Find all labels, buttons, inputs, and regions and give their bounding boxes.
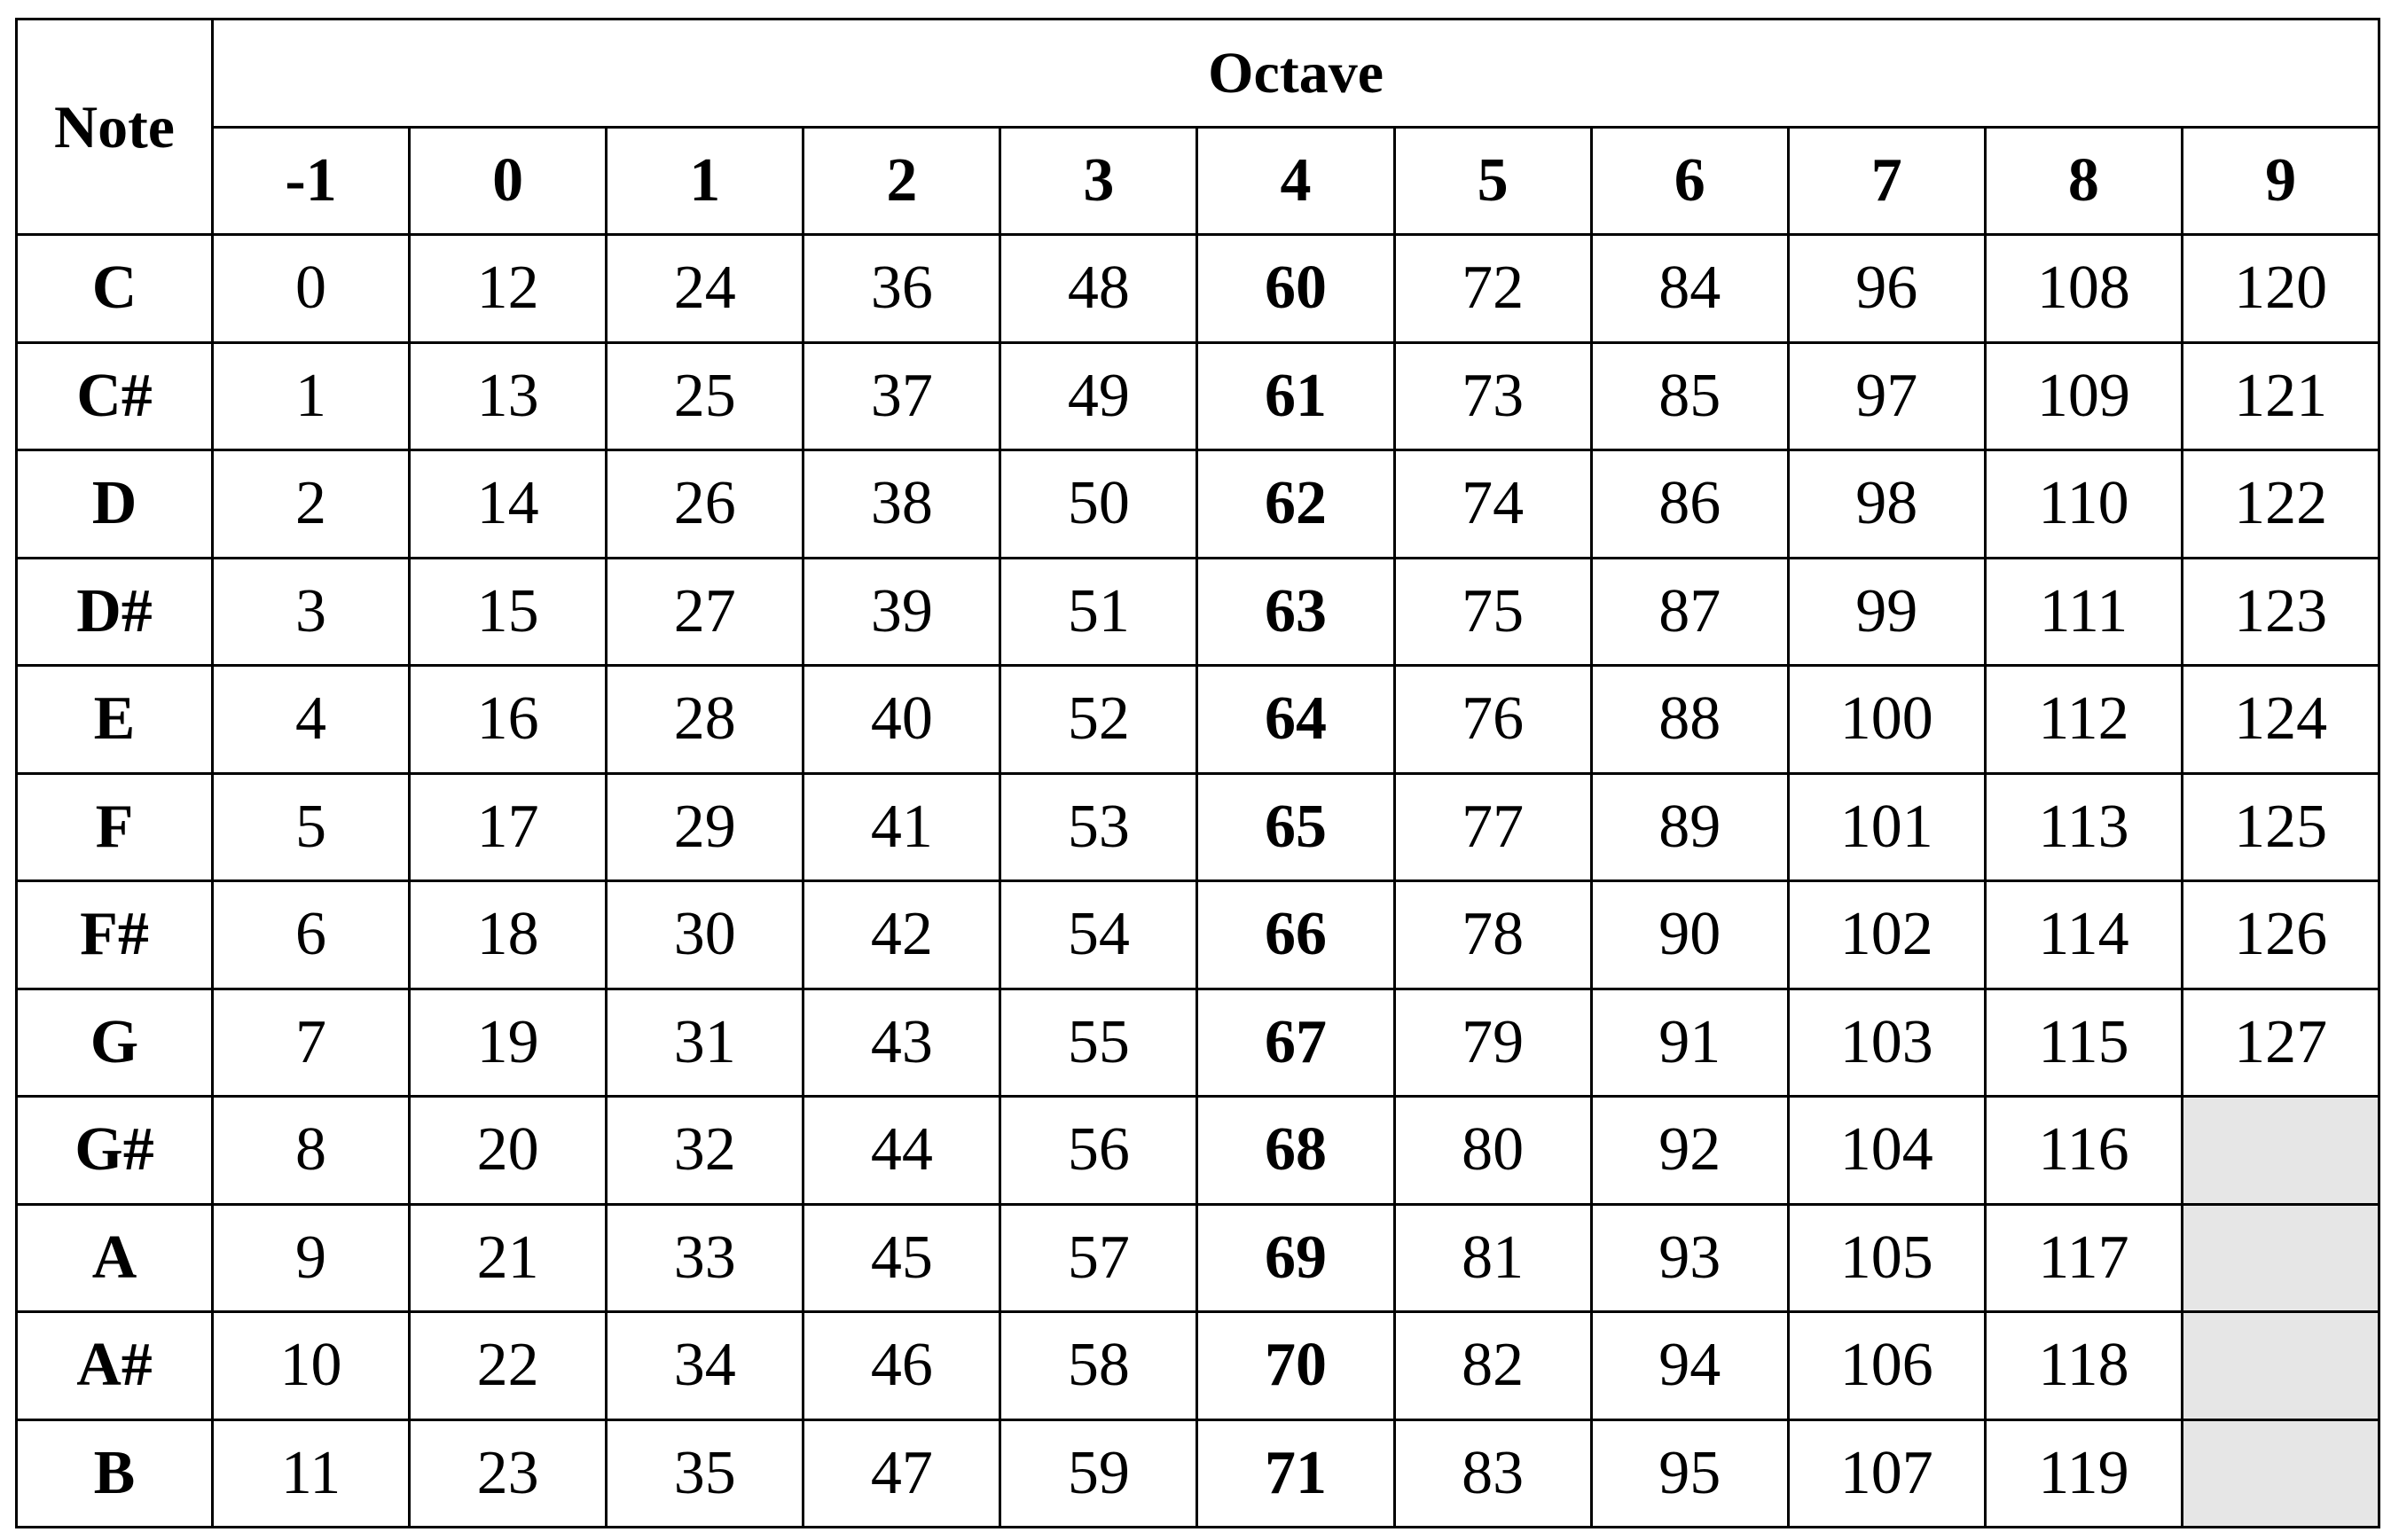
midi-number-cell: 66: [1197, 881, 1394, 989]
midi-number-cell: 97: [1788, 342, 1985, 450]
table-row: [17, 1419, 2379, 1528]
midi-number-cell: 102: [1788, 881, 1985, 989]
note-name-cell: A#: [17, 1312, 213, 1420]
empty-cell: [2182, 1312, 2379, 1420]
midi-note-number-table: [15, 18, 2380, 1528]
midi-number-cell: 101: [1788, 773, 1985, 881]
octave-numbers-row: [17, 128, 2379, 235]
midi-number-cell: 85: [1591, 342, 1788, 450]
octave-header-cell: 6: [1591, 128, 1788, 235]
midi-number-cell: 122: [2182, 450, 2379, 559]
midi-number-cell: 83: [1394, 1419, 1591, 1528]
midi-number-cell: 70: [1197, 1312, 1394, 1420]
octave-header-cell: 7: [1788, 128, 1985, 235]
midi-number-cell: 44: [804, 1097, 1000, 1205]
octave-header-cell: 8: [1985, 128, 2182, 235]
table-row: [17, 773, 2379, 881]
midi-number-cell: 55: [1000, 989, 1197, 1097]
table-row: [17, 342, 2379, 450]
midi-number-cell: 79: [1394, 989, 1591, 1097]
midi-number-cell: 57: [1000, 1204, 1197, 1312]
midi-number-cell: 46: [804, 1312, 1000, 1420]
table-row: [17, 881, 2379, 989]
midi-number-cell: 49: [1000, 342, 1197, 450]
note-name-cell: G#: [17, 1097, 213, 1205]
midi-number-cell: 35: [607, 1419, 804, 1528]
octave-header-cell: 9: [2182, 128, 2379, 235]
midi-number-cell: 28: [607, 666, 804, 774]
midi-number-cell: 3: [213, 558, 410, 666]
midi-number-cell: 110: [1985, 450, 2182, 559]
midi-number-cell: 89: [1591, 773, 1788, 881]
midi-number-cell: 21: [410, 1204, 607, 1312]
midi-number-cell: 53: [1000, 773, 1197, 881]
midi-number-cell: 90: [1591, 881, 1788, 989]
midi-number-cell: 117: [1985, 1204, 2182, 1312]
midi-number-cell: 51: [1000, 558, 1197, 666]
midi-number-cell: 7: [213, 989, 410, 1097]
midi-number-cell: 107: [1788, 1419, 1985, 1528]
midi-number-cell: 11: [213, 1419, 410, 1528]
midi-number-cell: 123: [2182, 558, 2379, 666]
midi-number-cell: 13: [410, 342, 607, 450]
table-row: [17, 666, 2379, 774]
table-row: [17, 1097, 2379, 1205]
midi-number-cell: 82: [1394, 1312, 1591, 1420]
midi-number-cell: 36: [804, 235, 1000, 343]
midi-number-cell: 5: [213, 773, 410, 881]
midi-number-cell: 111: [1985, 558, 2182, 666]
table-row: [17, 558, 2379, 666]
midi-number-cell: 87: [1591, 558, 1788, 666]
midi-number-cell: 73: [1394, 342, 1591, 450]
midi-number-cell: 18: [410, 881, 607, 989]
midi-number-cell: 63: [1197, 558, 1394, 666]
midi-number-cell: 4: [213, 666, 410, 774]
note-name-cell: E: [17, 666, 213, 774]
midi-number-cell: 54: [1000, 881, 1197, 989]
midi-number-cell: 9: [213, 1204, 410, 1312]
midi-number-cell: 62: [1197, 450, 1394, 559]
midi-number-cell: 93: [1591, 1204, 1788, 1312]
midi-number-cell: 115: [1985, 989, 2182, 1097]
table-header: [17, 20, 2379, 235]
note-name-cell: B: [17, 1419, 213, 1528]
midi-number-cell: 10: [213, 1312, 410, 1420]
midi-number-cell: 88: [1591, 666, 1788, 774]
midi-number-cell: 24: [607, 235, 804, 343]
midi-number-cell: 105: [1788, 1204, 1985, 1312]
midi-number-cell: 12: [410, 235, 607, 343]
midi-number-cell: 121: [2182, 342, 2379, 450]
midi-number-cell: 76: [1394, 666, 1591, 774]
midi-number-cell: 124: [2182, 666, 2379, 774]
midi-number-cell: 17: [410, 773, 607, 881]
midi-number-cell: 91: [1591, 989, 1788, 1097]
midi-number-cell: 100: [1788, 666, 1985, 774]
midi-number-cell: 37: [804, 342, 1000, 450]
midi-number-cell: 80: [1394, 1097, 1591, 1205]
midi-number-cell: 8: [213, 1097, 410, 1205]
note-name-cell: A: [17, 1204, 213, 1312]
midi-number-cell: 120: [2182, 235, 2379, 343]
midi-number-cell: 127: [2182, 989, 2379, 1097]
note-name-cell: F#: [17, 881, 213, 989]
midi-number-cell: 1: [213, 342, 410, 450]
note-name-cell: C#: [17, 342, 213, 450]
note-name-cell: C: [17, 235, 213, 343]
empty-cell: [2182, 1204, 2379, 1312]
note-name-cell: D: [17, 450, 213, 559]
note-name-cell: F: [17, 773, 213, 881]
midi-number-cell: 40: [804, 666, 1000, 774]
midi-number-cell: 96: [1788, 235, 1985, 343]
octave-header-cell: 1: [607, 128, 804, 235]
midi-number-cell: 72: [1394, 235, 1591, 343]
midi-number-cell: 113: [1985, 773, 2182, 881]
note-column-header: Note: [17, 20, 213, 235]
midi-number-cell: 112: [1985, 666, 2182, 774]
midi-number-cell: 98: [1788, 450, 1985, 559]
midi-number-cell: 2: [213, 450, 410, 559]
midi-number-cell: 30: [607, 881, 804, 989]
midi-number-cell: 26: [607, 450, 804, 559]
midi-number-cell: 109: [1985, 342, 2182, 450]
midi-number-cell: 39: [804, 558, 1000, 666]
midi-number-cell: 119: [1985, 1419, 2182, 1528]
midi-number-cell: 71: [1197, 1419, 1394, 1528]
empty-cell: [2182, 1419, 2379, 1528]
midi-number-cell: 59: [1000, 1419, 1197, 1528]
midi-number-cell: 6: [213, 881, 410, 989]
midi-number-cell: 108: [1985, 235, 2182, 343]
midi-number-cell: 99: [1788, 558, 1985, 666]
table-row: [17, 235, 2379, 343]
midi-number-cell: 31: [607, 989, 804, 1097]
midi-number-cell: 16: [410, 666, 607, 774]
table-row: [17, 1204, 2379, 1312]
midi-number-cell: 50: [1000, 450, 1197, 559]
midi-number-cell: 27: [607, 558, 804, 666]
midi-number-cell: 25: [607, 342, 804, 450]
midi-number-cell: 64: [1197, 666, 1394, 774]
note-name-cell: G: [17, 989, 213, 1097]
note-name-cell: D#: [17, 558, 213, 666]
midi-number-cell: 58: [1000, 1312, 1197, 1420]
midi-number-cell: 78: [1394, 881, 1591, 989]
midi-number-cell: 29: [607, 773, 804, 881]
midi-number-cell: 15: [410, 558, 607, 666]
midi-number-cell: 43: [804, 989, 1000, 1097]
midi-number-cell: 19: [410, 989, 607, 1097]
midi-number-cell: 74: [1394, 450, 1591, 559]
octave-header-cell: 5: [1394, 128, 1591, 235]
midi-number-cell: 75: [1394, 558, 1591, 666]
table-body: [17, 235, 2379, 1528]
empty-cell: [2182, 1097, 2379, 1205]
midi-number-cell: 86: [1591, 450, 1788, 559]
midi-number-cell: 81: [1394, 1204, 1591, 1312]
midi-number-cell: 106: [1788, 1312, 1985, 1420]
midi-number-cell: 60: [1197, 235, 1394, 343]
table-row: [17, 450, 2379, 559]
midi-number-cell: 33: [607, 1204, 804, 1312]
table-row: [17, 989, 2379, 1097]
midi-number-cell: 47: [804, 1419, 1000, 1528]
midi-number-cell: 38: [804, 450, 1000, 559]
midi-number-cell: 23: [410, 1419, 607, 1528]
midi-number-cell: 118: [1985, 1312, 2182, 1420]
midi-number-cell: 45: [804, 1204, 1000, 1312]
midi-number-cell: 20: [410, 1097, 607, 1205]
midi-number-cell: 69: [1197, 1204, 1394, 1312]
midi-number-cell: 34: [607, 1312, 804, 1420]
midi-number-cell: 104: [1788, 1097, 1985, 1205]
midi-number-cell: 52: [1000, 666, 1197, 774]
table-row: [17, 1312, 2379, 1420]
midi-number-cell: 84: [1591, 235, 1788, 343]
midi-number-cell: 77: [1394, 773, 1591, 881]
midi-number-cell: 65: [1197, 773, 1394, 881]
midi-number-cell: 42: [804, 881, 1000, 989]
midi-number-cell: 14: [410, 450, 607, 559]
octave-header: Octave: [213, 20, 2379, 128]
midi-number-cell: 95: [1591, 1419, 1788, 1528]
midi-number-cell: 68: [1197, 1097, 1394, 1205]
octave-header-cell: 3: [1000, 128, 1197, 235]
midi-number-cell: 67: [1197, 989, 1394, 1097]
midi-number-cell: 126: [2182, 881, 2379, 989]
midi-number-cell: 0: [213, 235, 410, 343]
midi-number-cell: 94: [1591, 1312, 1788, 1420]
octave-header-cell: 0: [410, 128, 607, 235]
midi-number-cell: 92: [1591, 1097, 1788, 1205]
midi-number-cell: 114: [1985, 881, 2182, 989]
octave-header-cell: -1: [213, 128, 410, 235]
midi-number-cell: 56: [1000, 1097, 1197, 1205]
midi-number-cell: 22: [410, 1312, 607, 1420]
midi-number-cell: 32: [607, 1097, 804, 1205]
midi-number-cell: 116: [1985, 1097, 2182, 1205]
midi-number-cell: 48: [1000, 235, 1197, 343]
octave-header-cell: 4: [1197, 128, 1394, 235]
midi-number-cell: 41: [804, 773, 1000, 881]
midi-number-cell: 61: [1197, 342, 1394, 450]
octave-header-cell: 2: [804, 128, 1000, 235]
midi-number-cell: 103: [1788, 989, 1985, 1097]
midi-number-cell: 125: [2182, 773, 2379, 881]
